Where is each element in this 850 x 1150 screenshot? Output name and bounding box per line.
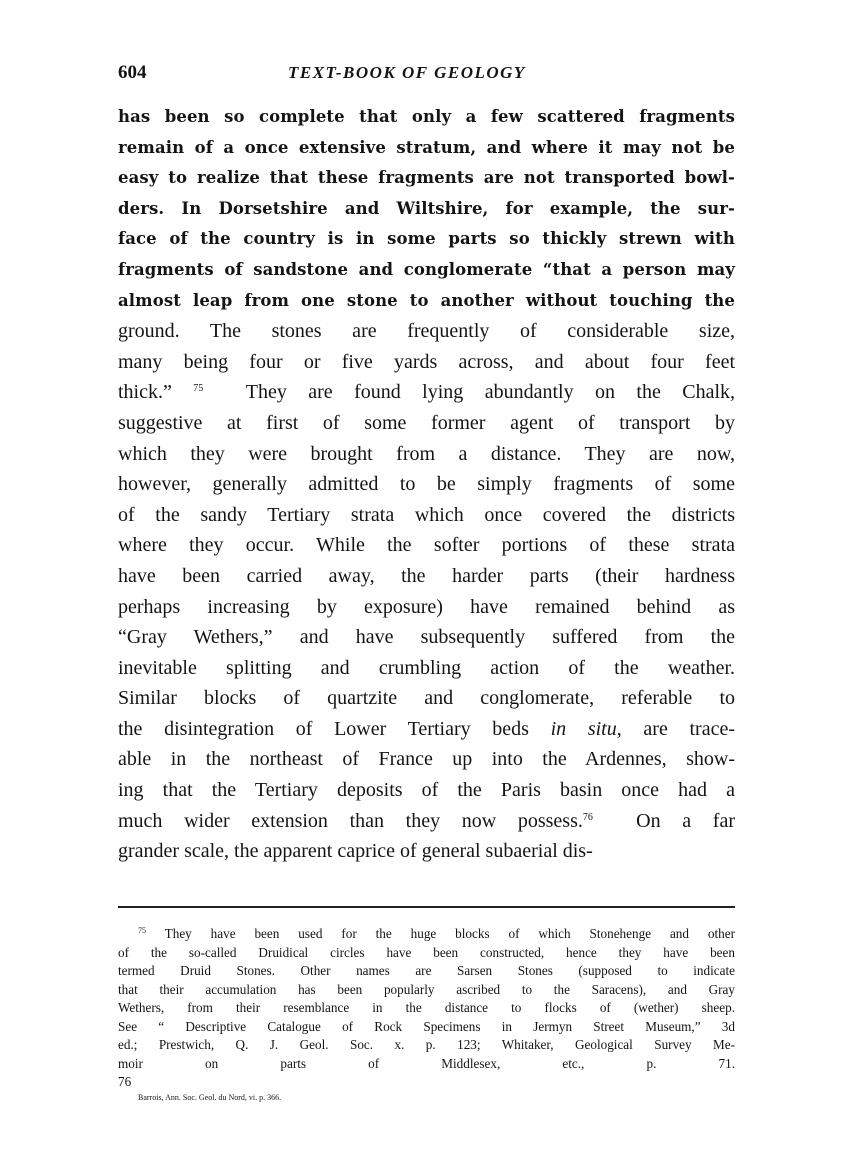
text-line: inevitable splitting and crumbling action of the weather.: [118, 656, 735, 679]
page-number: 604: [118, 62, 147, 83]
text-line: which they were brought from a distance. They are now,: [118, 442, 735, 465]
italic-phrase: in situ: [550, 717, 617, 740]
footnote-line: 76: [118, 1074, 132, 1089]
footnote-line: moir on parts of Middlesex, etc., p. 71.: [118, 1055, 735, 1071]
footnote-line: $^{75}$ They have been used for the huge blocks of which Stonehenge and other: [138, 926, 735, 941]
text-line: easy to realize that these fragments are not transported bowl-: [118, 168, 735, 188]
footnote-line: Wethers, from their resemblance in the distance to flocks of (wether) sheep.: [118, 1000, 735, 1015]
running-head: TEXT-BOOK OF GEOLOGY: [288, 63, 526, 82]
text-line: has been so complete that only a few scattered fragments: [118, 107, 735, 126]
text-line: suggestive at first of some former agent of transport by: [118, 411, 735, 434]
text-line: remain of a once extensive stratum, and where it may not be: [118, 137, 735, 157]
text-line: ders. In Dorsetshire and Wiltshire, for example, the sur-: [118, 198, 735, 218]
text-line: many being four or five yards across, and about four feet: [118, 350, 735, 373]
text-line: fragments of sandstone and conglomerate “that a person may: [118, 259, 735, 279]
text-line: face of the country is in some parts so thickly strewn with: [118, 229, 735, 249]
footnote-line: See “ Descriptive Catalogue of Rock Specimens in Jermyn Street Museum,” 3d: [118, 1018, 735, 1034]
text-line: where they occur. While the softer portions of these strata: [118, 534, 735, 557]
footnote-number: Barrois, Ann. Soc. Geol. du Nord, vi. p. 366.: [138, 1092, 282, 1102]
footnote-line: ed.; Prestwich, Q. J. Geol. Soc. x. p. 123; Whitaker, Geological Survey Me-: [118, 1037, 735, 1052]
text-line: thick.” $^{75}$ They are found lying abundantly on the Chalk,: [118, 381, 736, 404]
footnote-line: [118, 1092, 735, 1111]
footnote-rule: [118, 906, 735, 908]
text-line: have been carried away, the harder parts (their hardness: [118, 564, 735, 587]
text-line: able in the northeast of France up into the Ardennes, show-: [118, 748, 735, 771]
footnote-ref: 76: [582, 811, 593, 823]
text-line: however, generally admitted to be simply fragments of some: [118, 473, 735, 496]
footnotes: [118, 925, 735, 1110]
text-line: much wider extension than they now possess.$^{76}$ On a far: [118, 809, 735, 832]
footnote-line: that their accumulation has been popularly ascribed to the Saracens), and Gray: [118, 981, 735, 997]
text-line: Similar blocks of quartzite and conglomerate, referable to: [118, 687, 735, 710]
text-line: almost leap from one stone to another without touching the: [118, 290, 735, 310]
text-line: ground. The stones are frequently of considerable size,: [118, 320, 735, 343]
text-line: grander scale, the apparent caprice of general subaerial dis-: [118, 840, 593, 863]
footnote-ref: 75: [193, 383, 204, 395]
text-line: “Gray Wethers,” and have subsequently suffered from the: [118, 626, 735, 649]
text-line: the disintegration of Lower Tertiary beds in situ, are trace-: [118, 717, 735, 740]
footnote-number: 75: [138, 926, 146, 935]
footnote-line: termed Druid Stones. Other names are Sarsen Stones (supposed to indicate: [118, 963, 735, 978]
text-line: perhaps increasing by exposure) have remained behind as: [118, 595, 735, 618]
page-header: [118, 62, 735, 86]
footnote-line: of the so-called Druidical circles have been constructed, hence they have been: [118, 944, 735, 960]
text-line: of the sandy Tertiary strata which once covered the districts: [118, 503, 735, 526]
body-text: [118, 102, 735, 867]
text-line: ing that the Tertiary deposits of the Paris basin once had a: [118, 779, 735, 802]
